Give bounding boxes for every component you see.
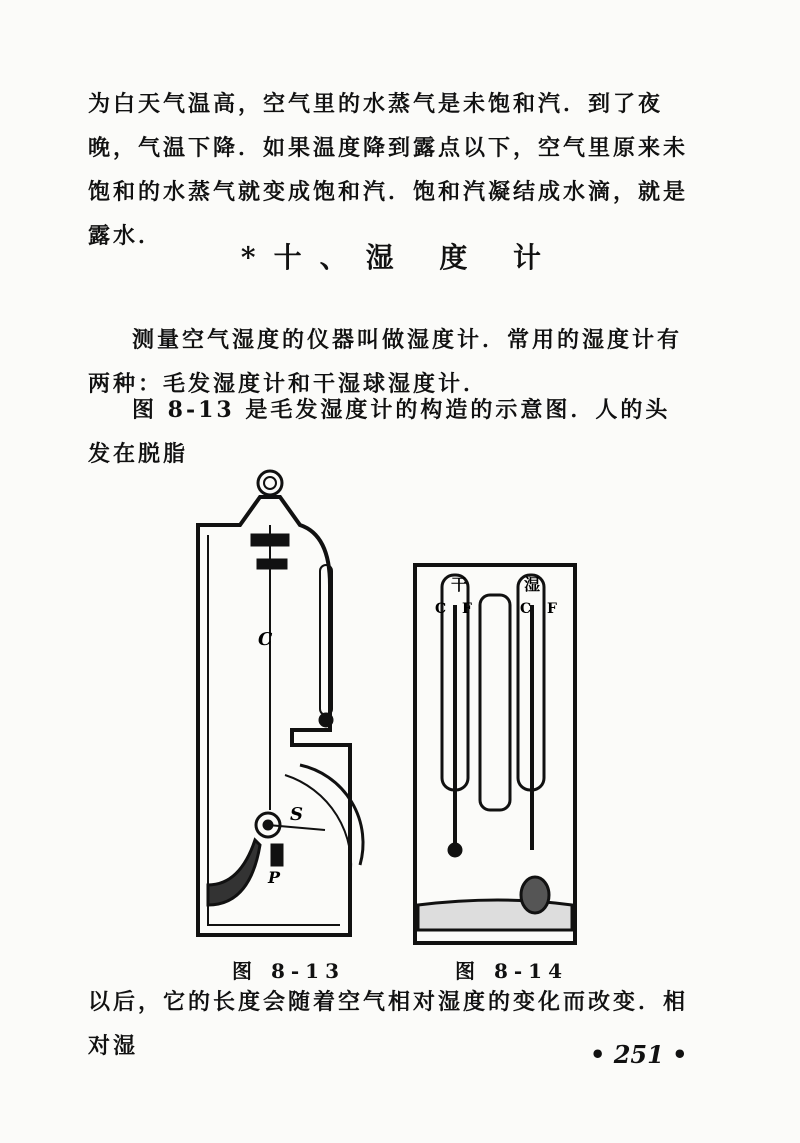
label-c: C <box>258 629 273 650</box>
hair-hygrometer-illustration <box>198 471 363 935</box>
paragraph-hygrometer-intro: 测量空气湿度的仪器叫做湿度计．常用的湿度计有两种：毛发湿度计和干湿球湿度计． <box>88 327 683 397</box>
label-s: S <box>290 804 303 825</box>
label-wet: 湿 <box>524 575 541 594</box>
right-unit-c: C <box>520 601 532 617</box>
paragraph-hair-hygrometer: 图 8-13 是毛发湿度计的构造的示意图．人的头发在脱脂 <box>88 397 671 467</box>
paragraph-dew: 为白天气温高，空气里的水蒸气是未饱和汽．到了夜晚，气温下降．如果温度降到露点以下，空气里原来未饱和的水蒸气就变成饱和汽．饱和汽凝结成水滴，就是露水． <box>88 91 689 249</box>
label-dry: 干 <box>451 575 468 594</box>
left-unit-c: C <box>435 601 447 617</box>
hygrometer-figures <box>180 465 600 955</box>
psychrometer-illustration <box>415 565 575 943</box>
label-p: P <box>268 868 281 887</box>
section-heading: *十、湿 度 计 <box>240 241 560 274</box>
paragraph-hair-length: 以后，它的长度会随着空气相对湿度的变化而改变．相对湿 <box>88 989 689 1059</box>
left-unit-f: F <box>462 601 472 617</box>
figure-caption-8-14: 图 8-14 <box>455 959 569 983</box>
page-number: • 251 • <box>590 1040 688 1069</box>
right-unit-f: F <box>547 601 557 617</box>
figure-caption-8-13: 图 8-13 <box>232 959 346 983</box>
